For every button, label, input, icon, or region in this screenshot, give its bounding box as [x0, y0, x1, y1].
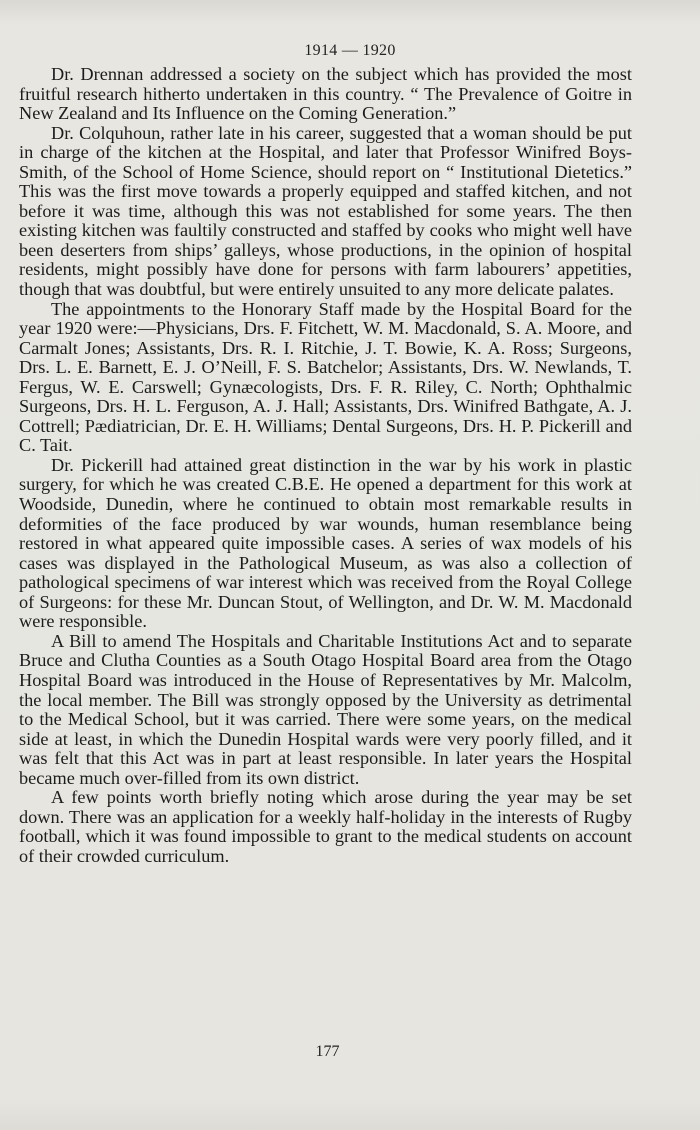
running-header: 1914 — 1920 — [304, 42, 396, 59]
body-text — [19, 65, 632, 866]
paragraph-hospitals-bill: A Bill to amend The Hospitals and Charitable Institutions Act and to separate Bruce and Clutha Counties as a South Otago Hospital Board area from the Otago Hospital Board was introduced in the House of Representatives by Mr. Malcolm, the local member. The Bill was strongly opposed by the University as detrimental to the Medical School, but it was carried. There were some years, on the medical side at least, in which the Dunedin Hospital wards were very poorly filled, and it was felt that this Act was in part at least responsible. In later years the Hospital became much over-filled from its own district. — [19, 630, 632, 788]
paragraph-goitre-society: Dr. Drennan addressed a society on the subject which has provided the most fruitful research hitherto undertaken in this country. “ The Prevalence of Goitre in New Zealand and Its Influence on the Coming Generation.” — [19, 64, 632, 124]
paragraph-hospital-kitchen: Dr. Colquhoun, rather late in his career, suggested that a woman should be put in charge of the kitchen at the Hospital, and later that Professor Winifred Boys-Smith, of the School of Home Science, should report on “ Institutional Dietetics.” This was the first move towards a properly equipped and staffed kitchen, and not before it was time, although this was not established for some years. The then existing kitchen was faultily constructed and staffed by cooks who might well have been deserters from ships’ galleys, whose productions, in the opinion of hospital residents, might possibly have done for persons with farm labourers’ appetities, though that was doubtful, but were entirely unsuited to any more delicate palates. — [19, 122, 632, 300]
paragraph-honorary-staff: The appointments to the Honorary Staff made by the Hospital Board for the year 1920 were:—Physicians, Drs. F. Fitchett, W. M. Macdonald, S. A. Moore, and Carmalt Jones; Assistants, Drs. R. I. Ritchie, J. T. Bowie, K. A. Ross; Surgeons, Drs. L. E. Barnett, E. J. O’Neill, F. S. Batchelor; Assistants, Drs. W. Newlands, T. Fergus, W. E. Carswell; Gynæcologists, Drs. F. R. Riley, C. North; Ophthalmic Surgeons, Drs. H. L. Ferguson, A. J. Hall; Assistants, Drs. Winifred Bathgate, A. J. Cottrell; Pædiatrician, Dr. E. H. Williams; Dental Surgeons, Drs. H. P. Pickerill and C. Tait. — [19, 298, 632, 456]
paragraph-half-holiday: A few points worth briefly noting which arose during the year may be set down. There was an application for a weekly half-holiday in the interests of Rugby football, which it was found impossible to grant to the medical students on account of their crowded curriculum. — [19, 787, 632, 866]
page-number: 177 — [315, 1043, 340, 1060]
paragraph-plastic-surgery: Dr. Pickerill had attained great distinction in the war by his work in plastic surgery, for which he was created C.B.E. He opened a department for this work at Woodside, Dunedin, where he continued to obtain most remarkable results in deformities of the face produced by war wounds, human resemblance being restored in what appeared quite impossible cases. A series of wax models of his cases was displayed in the Pathological Museum, as was also a collection of pathological specimens of war interest which was received from the Royal College of Surgeons: for these Mr. Duncan Stout, of Wellington, and Dr. W. M. Macdonald were responsible. — [19, 454, 632, 632]
